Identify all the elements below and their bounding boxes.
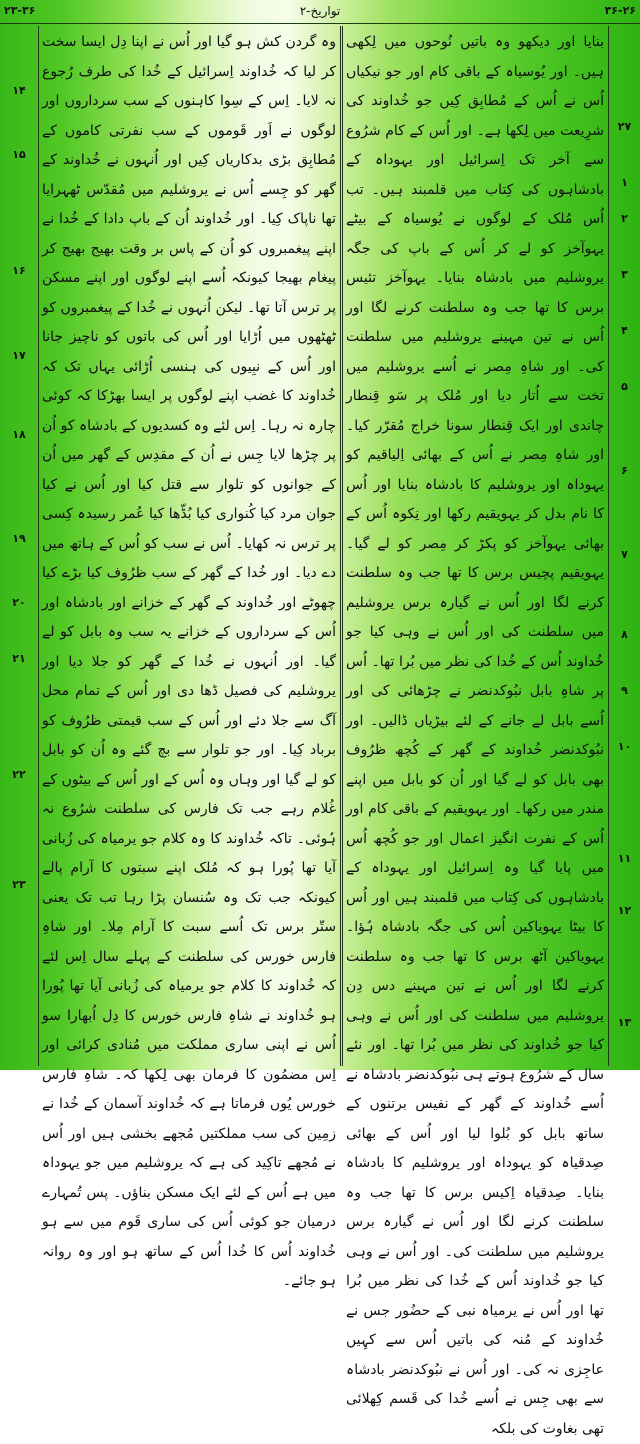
verse-text: یہویاکین آٹھ برس کا تھا جب وہ سلطنت کرنے لگا اور اُس نے تین مہینے دس دِن یروشلیم میں سلطنت کی اور اُس نے وہی کیا جو خُداوند کی نظر میں بُرا تھا۔: [346, 948, 605, 1053]
verse-text: اُس پر شاہِ بابل نبُوکدنضر نے چڑھائی کی اور اُسے بابل لے جانے کے لئے بیڑیاں ڈالیں۔: [346, 653, 605, 729]
verse-number: ۲: [621, 212, 628, 225]
verse-number: ۱۸: [12, 428, 26, 441]
verse-text: اور یہویقیم کے باقی کام اور اُس کے نفرت انگیز اعمال اور جو کُچھ اُس میں پایا گیا وہ اِسرائیل اور یہوداہ کے بادشاہوں کی کِتاب میں قلمبند ہیں اور اُس کا بیٹا یہویاکین اُس کی جگہ بادشاہ ہُؤا۔: [346, 801, 604, 935]
verse-number: ۱۰: [617, 740, 632, 753]
right-gutter-rule: [608, 26, 609, 1066]
verse-number: ۹: [621, 684, 628, 697]
left-text-column: [41, 28, 337, 1289]
page-header: [0, 0, 640, 24]
verse-number: ۲۳: [12, 878, 26, 891]
verse-number: ۲۰: [12, 596, 26, 609]
verse-text: اور اُس کے کام شرُوع سے آخر تک اِسرائیل اور یہوداہ کے بادشاہوں کی کِتاب میں قلمبند ہیں۔: [346, 122, 605, 198]
verse-number: ۱۲: [617, 904, 632, 917]
verse-text: اور نئے سال کے شرُوع ہوتے ہی نبُوکدنضر بادشاہ نے اُسے خُداوند کے گھر کے نفیس برتنوں کے ساتھ بابل کو بُلوا لیا اور اُس کے بھائی صِدقیاہ کو یہوداہ اور یروشلیم کا بادشاہ بنایا۔: [346, 1037, 605, 1201]
verse-text: شاہِ فارس خورس یُوں فرماتا ہے کہ خُداوند آسمان کے خُدا نے زمِین کی سب مملکتیں مُجھے بخشی ہیں اور اُس نے مُجھے تاکِید کی ہے کہ یروشلیم میں جو یہوداہ میں ہے اُس کے لئے ایک مسکن بناؤں۔ پس تُمہارے درمیان جو کوئی اُس کی ساری قَوم میں سے ہو خُداوند اُس کا خُدا اُس کے ساتھ ہو اور وہ روانہ ہو جائے۔: [42, 1066, 336, 1289]
verse-text: یہویقیم پچیس برس کا تھا جب وہ سلطنت کرنے لگا اور اُس نے گیارہ برس یروشلیم میں سلطنت کی اور اُس نے وہی کیا جو خُداوند اُس کے خُدا کی نظر میں بُرا تھا۔: [346, 565, 605, 670]
verse-number: ۷: [621, 548, 628, 561]
verse-number: ۱۳: [617, 1016, 632, 1029]
verse-text: اور خُداوند اُن کے باپ دادا کے خُدا نے اپنے پیغمبروں کو اُن کے پاس بر وقت بھیج بھیج کر پیغام بھیجا کیونکہ اُسے اپنے لوگوں اور اپنے مسکن پر ترس آتا تھا۔: [42, 211, 336, 316]
verse-number: ۶: [621, 464, 628, 477]
verse-text: اور شاہِ فارس خورس کی سلطنت کے پہلے سال اِس لئے کہ خُداوند کا کلام جو یرمیاہ کی زُبانی آیا تھا پُورا ہو خُداوند نے شاہِ فارس خورس کا دِل اُبھارا سو اُس نے اپنی ساری مملکت میں مُنادی کرائی اور اِس مضمُون کا فرمان بھی لِکھا کہ۔: [42, 919, 336, 1083]
verse-text: اور اُس نے نبُوکدنضر بادشاہ سے بھی جِس نے اُسے خُدا کی قَسم کِھلائی تھی بغاوت کی بلکہ: [346, 1361, 604, 1437]
verse-number: ۲۷: [617, 120, 632, 133]
verse-number: ۵: [621, 380, 628, 393]
verse-number: ۲۱: [12, 652, 26, 665]
verse-number: ۱۵: [12, 148, 26, 161]
verse-text: تب اُس مُلک کے لوگوں نے یُوسیاہ کے بیٹے یہوآخز کو لے کر اُس کے باپ کی جگہ یروشلیم میں بادشاہ بنایا۔: [346, 181, 605, 286]
verse-number: ۱۹: [12, 532, 26, 545]
left-gutter-rule: [38, 26, 39, 1066]
verse-text: اور اُنہوں نے خُدا کے گھر کو جلا دیا اور یروشلیم کی فصیل ڈھا دی اور اُس کے تمام محل آگ سے جلا دئے اور اُس کے سب قیمتی ظرُوف کو برباد کِیا۔: [42, 653, 337, 758]
verse-text: اور خُدا کے گھر کے سب ظرُوف کیا بڑے کیا چھوٹے اور خُداوند کے گھر کے خزانے اور بادشاہ اور اُس کے سرداروں کے خزانے یہ سب وہ بابل کو لے گیا۔: [42, 565, 336, 670]
header-book-title: ۲-تواریخ: [299, 4, 341, 18]
verse-number: ۲۲: [12, 768, 26, 781]
verse-number: ۸: [621, 628, 628, 641]
header-left-range: ۲۳-۳۶: [4, 4, 36, 17]
verse-text: اور اُس نے وہی کیا جو خُداوند اُس کے خُدا کی نظر میں بُرا تھا اور اُس نے یرمیاہ نبی کے حضُور جس نے خُداوند کے مُنہ کی باتیں اُس سے کہِیں عاجِزی نہ کی۔: [346, 1243, 604, 1378]
verse-text: اِس لئے وہ کسدیوں کے بادشاہ کو اُن پر چڑھا لایا جِس نے اُن کے مقدِس کے گھر میں اُن کے جوانوں کو تلوار سے قتل کیا اور اُس نے کیا جوان مرد کیا کُنواری کیا بُڈّھا کیا عُمر رسیدہ کِسی پر ترس نہ کھایا۔ اُس نے سب کو اُس کے ہاتھ میں دے دیا۔: [41, 417, 337, 581]
verse-number: ۱: [621, 176, 628, 189]
right-text-column: [346, 28, 605, 1437]
verse-number: ۱۶: [12, 264, 26, 277]
verse-text: صِدقیاہ اِکیس برس کا تھا جب وہ سلطنت کرنے لگا اور اُس نے گیارہ برس یروشلیم میں سلطنت کی۔: [346, 1184, 604, 1260]
verse-text: لیکن اُنہوں نے خُدا کے پیغمبروں کو ٹھٹھوں میں اُڑایا اور اُس کی باتوں کو ناچیز جانا اور اُس کے نبِیوں کی ہنسی اُڑائی یہاں تک کہ خُداوند کا غضب اپنے لوگوں پر ایسا بھڑکا کہ کوئی چارہ نہ رہا۔: [42, 299, 336, 434]
verse-text: یہوآخز تئیس برس کا تھا جب وہ سلطنت کرنے لگا اور اُس نے تین مہینے یروشلیم میں سلطنت کی۔: [346, 270, 604, 375]
verse-text: وہ گردن کش ہو گیا اور اُس نے اپنا دِل ایسا سخت کر لیا کہ خُداوند اِسرائیل کے خُدا کی طرف رُجوع نہ لایا۔: [42, 34, 336, 109]
verse-number: ۱۱: [617, 852, 632, 865]
verse-text: اور جو تلوار سے بچ گئے وہ اُن کو بابل کو لے گیا اور وہاں وہ اُس کے اور اُس کے بیٹوں کے غُلام رہے جب تک فارس کی سلطنت شرُوع نہ ہُوئی۔: [42, 742, 337, 847]
header-right-range: ۳۶-۲۶: [604, 4, 636, 17]
verse-text: اِس کے سِوا کاہنوں کے سب سرداروں اور لوگوں نے اَور قَوموں کے سب نفرتی کاموں کے مُطابِق بڑی بدکاریاں کِیں اور اُنہوں نے خُداوند کے گھر کو جِسے اُس نے یروشلیم میں مُقدّس ٹھہرایا تھا ناپاک کِیا۔: [42, 93, 337, 227]
verse-number: ۳: [621, 268, 628, 281]
verse-number: ۴: [621, 324, 628, 337]
verse-text: تاکہ خُداوند کا وہ کلام جو یرمیاہ کی زُبانی آیا تھا پُورا ہو کہ مُلک اپنے سبتوں کا آرام پالے کیونکہ جب تک وہ سُنسان پڑا رہا تب تک یعنی ستّر برس تک اُسے سبت کا آرام مِلا۔: [42, 830, 336, 935]
verse-text: اور شاہِ مِصر نے اُس کے بھائی اِلیاقیم کو یہوداہ اور یروشلیم کا بادشاہ بنایا اور اُس کا نام بدل کر یہویقیم رکھا اور نِکوہ اُس کے بھائی یہوآخز کو پکڑ کر مِصر کو لے گیا۔: [346, 447, 604, 552]
verse-number: ۱۴: [12, 84, 26, 97]
verse-text: اور شاہِ مِصر نے اُسے یروشلیم میں تخت سے اُتار دیا اور مُلک پر سَو قِنطار چاندی اور ایک قِنطار سونا خراج مُقرّر کیا۔: [346, 358, 604, 434]
column-divider: [340, 26, 343, 1066]
verse-text: اور نبُوکدنضر خُداوند کے گھر کے کُچھ ظرُوف بھی بابل کو لے گیا اور اُن کو بابل میں اپنے مندر میں رکھا۔: [346, 712, 605, 817]
verse-number: ۱۷: [12, 349, 26, 362]
header-rule: [0, 23, 640, 24]
verse-text: بنایا اور دیکھو وہ باتیں نُوحوں میں لِکھی ہیں۔ اور یُوسیاہ کے باقی کام اور جو نیکیاں اُس نے اُس کے مُطابِق کِیں جو خُداوند کی شرِیعت میں لِکھا ہے۔: [346, 34, 604, 139]
